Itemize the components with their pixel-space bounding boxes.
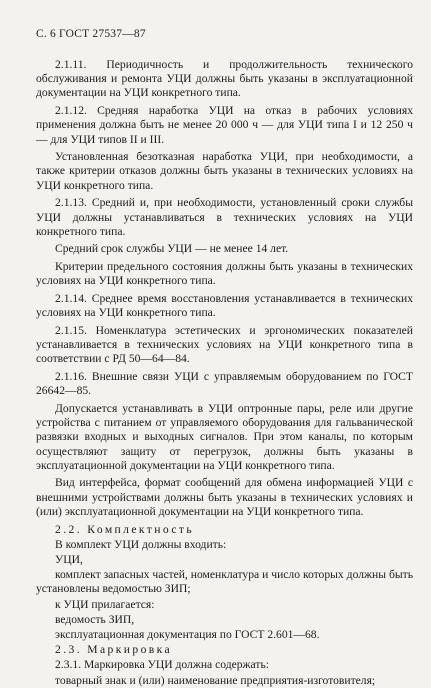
- paragraph: В комплект УЦИ должны входить:: [55, 537, 227, 551]
- paragraph: Установленная безотказная наработка УЦИ, при необходимости, а также критерии отказов должны быть указаны в технических условиях на УЦИ конкретного типа.: [36, 150, 413, 192]
- document-body: [36, 58, 413, 688]
- paragraph: 2.1.16. Внешние связи УЦИ с управляемым оборудованием по ГОСТ 26642—85.: [36, 370, 413, 398]
- paragraph: 2.1.12. Средняя наработка УЦИ на отказ в рабочих условиях применения должна быть не менее 20 000 ч — для УЦИ типа I и 12 250 ч — для УЦИ типов II и III.: [36, 104, 413, 146]
- paragraph: эксплуатационная документация по ГОСТ 2.601—68.: [55, 628, 320, 642]
- paragraph: 2.1.14. Среднее время восстановления устанавливается в технических условиях на УЦИ конкретного типа.: [36, 292, 413, 320]
- paragraph: 2.1.13. Средний и, при необходимости, установленный сроки службы УЦИ должны устанавливаться в технических условиях на УЦИ конкретного типа.: [36, 196, 413, 238]
- paragraph: 2.2. Комплектность: [55, 522, 195, 536]
- paragraph: Вид интерфейса, формат сообщений для обмена информацией УЦИ с внешними устройствами должны быть указаны в технических условиях и (или) эксплуатационной документации на УЦИ конкретного типа.: [36, 476, 413, 518]
- paragraph: Критерии предельного состояния должны быть указаны в технических условиях на УЦИ конкретного типа.: [36, 260, 413, 288]
- paragraph: 2.3. Маркировка: [55, 643, 173, 657]
- paragraph: Средний срок службы УЦИ — не менее 14 лет.: [55, 242, 289, 256]
- paragraph: 2.3.1. Маркировка УЦИ должна содержать:: [55, 658, 269, 672]
- paragraph: Допускается устанавливать в УЦИ оптронные пары, реле или другие устройства с питанием от управляемого оборудования для гальванической развязки входных и выходных сигналов. При этом каналы, по которым осуществляют защиту от перегрузок, должны быть указаны в эксплуатационной документации на УЦИ конкретного типа.: [36, 401, 413, 472]
- paragraph: ведомость ЗИП,: [55, 612, 135, 626]
- running-head: С. 6 ГОСТ 27537—87: [36, 28, 146, 40]
- paragraph: 2.1.15. Номенклатура эстетических и эргономических показателей устанавливается в технических условиях на УЦИ конкретного типа в соответствии с РД 50—64—84.: [36, 323, 413, 366]
- paragraph: комплект запасных частей, номенклатура и число которых должны быть установлены ведомостью ЗИП;: [36, 568, 413, 596]
- paragraph: УЦИ,: [55, 553, 83, 566]
- paragraph: к УЦИ прилагается:: [55, 597, 155, 611]
- paragraph: 2.1.11. Периодичность и продолжительность технического обслуживания и ремонта УЦИ должны быть указаны в эксплуатационной документации на УЦИ конкретного типа.: [36, 58, 413, 100]
- paragraph: товарный знак и (или) наименование предприятия-изготовителя;: [55, 673, 376, 687]
